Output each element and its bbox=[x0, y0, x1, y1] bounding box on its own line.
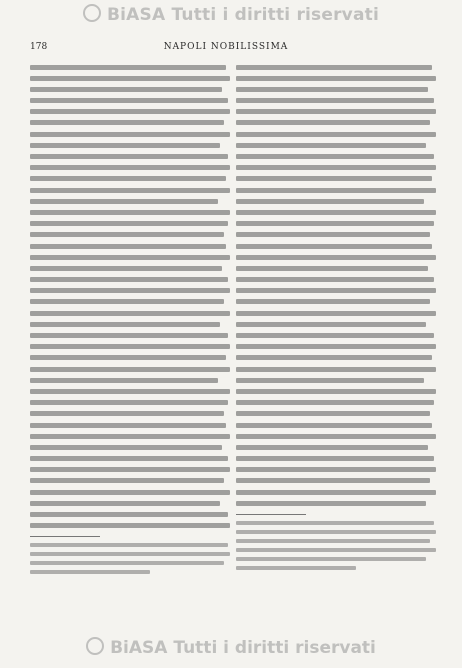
footnote-line bbox=[236, 554, 436, 563]
ink-line bbox=[236, 188, 436, 193]
ink-line bbox=[30, 120, 224, 125]
ink-line bbox=[236, 322, 426, 327]
text-line bbox=[30, 319, 230, 330]
ink-line bbox=[30, 210, 230, 215]
text-line bbox=[30, 331, 230, 342]
ink-line bbox=[30, 232, 224, 237]
ink-line bbox=[30, 165, 230, 170]
text-line bbox=[30, 521, 230, 532]
ink-line bbox=[236, 143, 426, 148]
text-line bbox=[236, 96, 436, 107]
ink-line bbox=[236, 539, 430, 543]
ink-line bbox=[236, 76, 436, 81]
ink-line bbox=[30, 367, 230, 372]
ink-line bbox=[30, 456, 228, 461]
ink-line bbox=[30, 501, 220, 506]
text-line bbox=[236, 364, 436, 375]
text-line bbox=[30, 140, 230, 151]
text-line bbox=[236, 297, 436, 308]
text-line bbox=[30, 386, 230, 397]
text-line bbox=[30, 308, 230, 319]
ink-line bbox=[30, 87, 222, 92]
text-line bbox=[30, 241, 230, 252]
footnote-line bbox=[236, 518, 436, 527]
ink-line bbox=[30, 552, 230, 556]
ink-line bbox=[30, 378, 218, 383]
ink-line bbox=[236, 221, 434, 226]
ink-line bbox=[30, 76, 230, 81]
text-line bbox=[236, 431, 436, 442]
ink-line bbox=[236, 355, 432, 360]
text-line bbox=[236, 487, 436, 498]
text-line bbox=[236, 230, 436, 241]
text-line bbox=[30, 207, 230, 218]
text-line bbox=[236, 252, 436, 263]
text-line bbox=[30, 476, 230, 487]
ink-line bbox=[236, 232, 430, 237]
ink-line bbox=[236, 299, 430, 304]
text-line bbox=[30, 84, 230, 95]
ink-line bbox=[30, 322, 220, 327]
page-header bbox=[30, 42, 422, 56]
text-line bbox=[236, 140, 436, 151]
ink-line bbox=[236, 210, 436, 215]
footnote-line bbox=[30, 558, 230, 567]
ink-line bbox=[236, 434, 436, 439]
ink-line bbox=[30, 400, 228, 405]
ink-line bbox=[30, 255, 230, 260]
ink-line bbox=[30, 478, 224, 483]
text-line bbox=[236, 73, 436, 84]
text-line bbox=[30, 129, 230, 140]
text-line bbox=[30, 275, 230, 286]
text-line bbox=[30, 510, 230, 521]
footnote-line bbox=[236, 545, 436, 554]
text-line bbox=[30, 73, 230, 84]
ink-line bbox=[236, 521, 434, 525]
watermark-bottom-text: BiASA Tutti i diritti riservati bbox=[110, 638, 376, 658]
ink-line bbox=[236, 478, 430, 483]
ink-line bbox=[236, 132, 436, 137]
text-line bbox=[236, 476, 436, 487]
footnote-rule bbox=[236, 514, 306, 515]
text-line bbox=[30, 174, 230, 185]
page-number: 178 bbox=[30, 42, 48, 52]
text-line bbox=[236, 498, 436, 509]
ink-line bbox=[236, 548, 436, 552]
text-line bbox=[30, 163, 230, 174]
text-line bbox=[30, 454, 230, 465]
text-line bbox=[30, 152, 230, 163]
text-line bbox=[30, 96, 230, 107]
ink-line bbox=[236, 109, 436, 114]
ink-line bbox=[30, 411, 224, 416]
text-line bbox=[30, 196, 230, 207]
ink-line bbox=[30, 154, 228, 159]
text-line bbox=[236, 62, 436, 73]
text-line bbox=[236, 241, 436, 252]
ink-line bbox=[30, 188, 230, 193]
seal-icon bbox=[83, 4, 101, 22]
footnote-line bbox=[236, 563, 436, 572]
ink-line bbox=[30, 65, 226, 70]
footnote-line bbox=[236, 527, 436, 536]
ink-line bbox=[30, 244, 226, 249]
text-line bbox=[236, 319, 436, 330]
ink-line bbox=[30, 423, 226, 428]
ink-line bbox=[236, 266, 428, 271]
ink-line bbox=[236, 566, 356, 570]
text-line bbox=[236, 263, 436, 274]
text-line bbox=[236, 286, 436, 297]
text-line bbox=[30, 409, 230, 420]
ink-line bbox=[30, 176, 226, 181]
ink-line bbox=[236, 288, 436, 293]
text-line bbox=[30, 342, 230, 353]
text-line bbox=[30, 185, 230, 196]
text-line bbox=[236, 409, 436, 420]
text-line bbox=[30, 398, 230, 409]
text-line bbox=[30, 297, 230, 308]
watermark-bottom bbox=[0, 637, 462, 658]
ink-line bbox=[236, 501, 426, 506]
text-line bbox=[30, 431, 230, 442]
text-line bbox=[30, 487, 230, 498]
text-line bbox=[30, 353, 230, 364]
text-line bbox=[30, 118, 230, 129]
text-line bbox=[236, 308, 436, 319]
ink-line bbox=[30, 490, 230, 495]
ink-line bbox=[236, 389, 436, 394]
ink-line bbox=[30, 389, 230, 394]
ink-line bbox=[30, 311, 230, 316]
ink-line bbox=[30, 109, 230, 114]
footnote-line bbox=[30, 567, 230, 576]
ink-line bbox=[30, 132, 230, 137]
text-line bbox=[30, 375, 230, 386]
footnote-line bbox=[30, 549, 230, 558]
text-line bbox=[236, 174, 436, 185]
text-line bbox=[236, 386, 436, 397]
text-line bbox=[30, 252, 230, 263]
ink-line bbox=[236, 423, 432, 428]
watermark-top-text: BiASA Tutti i diritti riservati bbox=[107, 5, 379, 25]
seal-icon bbox=[86, 637, 104, 655]
ink-line bbox=[30, 561, 224, 565]
ink-line bbox=[236, 557, 426, 561]
ink-line bbox=[236, 445, 428, 450]
ink-line bbox=[30, 277, 228, 282]
ink-line bbox=[30, 266, 222, 271]
ink-line bbox=[30, 221, 228, 226]
footnote-line bbox=[30, 540, 230, 549]
footnote-line bbox=[236, 536, 436, 545]
ink-line bbox=[236, 411, 430, 416]
ink-line bbox=[236, 176, 432, 181]
text-line bbox=[236, 129, 436, 140]
text-line bbox=[236, 398, 436, 409]
ink-line bbox=[30, 467, 230, 472]
text-line bbox=[236, 353, 436, 364]
text-line bbox=[30, 107, 230, 118]
ink-line bbox=[236, 277, 434, 282]
text-line bbox=[30, 465, 230, 476]
ink-line bbox=[30, 344, 230, 349]
ink-line bbox=[30, 143, 220, 148]
text-line bbox=[30, 498, 230, 509]
ink-line bbox=[30, 98, 228, 103]
ink-line bbox=[236, 255, 436, 260]
ink-line bbox=[30, 445, 222, 450]
text-line bbox=[30, 62, 230, 73]
text-line bbox=[30, 230, 230, 241]
text-line bbox=[236, 454, 436, 465]
text-line bbox=[236, 84, 436, 95]
ink-line bbox=[236, 530, 436, 534]
ink-line bbox=[236, 333, 434, 338]
ink-line bbox=[30, 199, 218, 204]
ink-line bbox=[30, 288, 230, 293]
ink-line bbox=[30, 570, 150, 574]
ink-line bbox=[30, 543, 228, 547]
text-line bbox=[30, 263, 230, 274]
text-line bbox=[236, 185, 436, 196]
ink-line bbox=[30, 512, 228, 517]
ink-line bbox=[236, 120, 430, 125]
text-line bbox=[236, 375, 436, 386]
ink-line bbox=[30, 434, 230, 439]
text-line bbox=[30, 286, 230, 297]
text-line bbox=[236, 420, 436, 431]
text-line bbox=[236, 275, 436, 286]
watermark-top bbox=[0, 4, 462, 25]
ink-line bbox=[236, 65, 432, 70]
text-line bbox=[236, 219, 436, 230]
text-line bbox=[236, 342, 436, 353]
text-line bbox=[236, 163, 436, 174]
ink-line bbox=[30, 355, 226, 360]
ink-line bbox=[236, 311, 436, 316]
ink-line bbox=[30, 333, 228, 338]
text-line bbox=[30, 420, 230, 431]
text-column-right bbox=[236, 62, 436, 582]
ink-line bbox=[236, 400, 434, 405]
text-line bbox=[30, 219, 230, 230]
ink-line bbox=[236, 367, 436, 372]
ink-line bbox=[30, 299, 224, 304]
ink-line bbox=[236, 467, 436, 472]
text-line bbox=[30, 442, 230, 453]
ink-line bbox=[236, 490, 436, 495]
text-line bbox=[236, 152, 436, 163]
running-title: NAPOLI NOBILISSIMA bbox=[163, 42, 289, 52]
ink-line bbox=[236, 378, 424, 383]
ink-line bbox=[236, 199, 424, 204]
text-line bbox=[30, 364, 230, 375]
text-line bbox=[236, 107, 436, 118]
text-line bbox=[236, 207, 436, 218]
text-line bbox=[236, 196, 436, 207]
text-line bbox=[236, 465, 436, 476]
footnote-rule bbox=[30, 536, 100, 537]
text-line bbox=[236, 442, 436, 453]
text-line bbox=[236, 118, 436, 129]
ink-line bbox=[236, 244, 432, 249]
ink-line bbox=[236, 87, 428, 92]
ink-line bbox=[30, 523, 230, 528]
ink-line bbox=[236, 456, 434, 461]
text-column-left bbox=[30, 62, 230, 582]
ink-line bbox=[236, 98, 434, 103]
ink-line bbox=[236, 344, 436, 349]
ink-line bbox=[236, 165, 436, 170]
text-line bbox=[236, 331, 436, 342]
ink-line bbox=[236, 154, 434, 159]
